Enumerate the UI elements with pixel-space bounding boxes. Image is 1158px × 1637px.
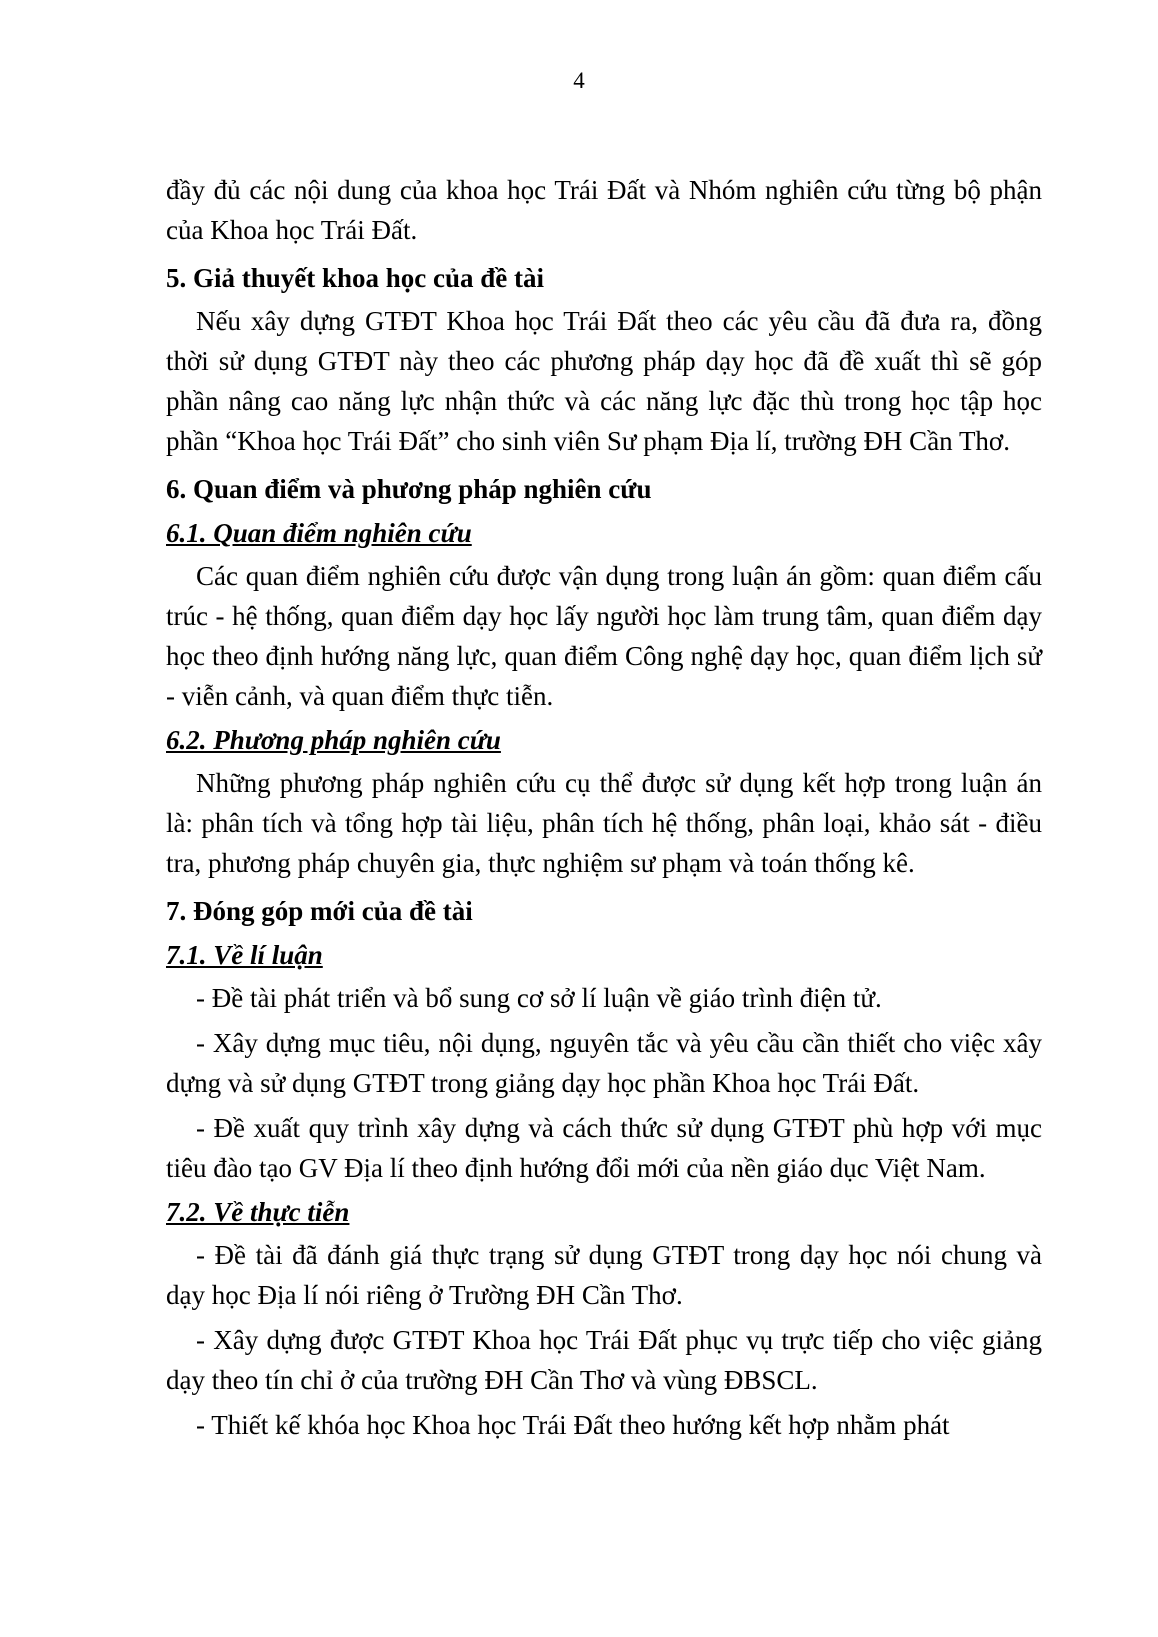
list-item-7-2-b: - Xây dựng được GTĐT Khoa học Trái Đất phục vụ trực tiếp cho việc giảng dạy theo tín chỉ ở của trường ĐH Cần Thơ và vùng ĐBSCL. [166,1325,1042,1395]
list-item-7-1-a: - Đề tài phát triển và bổ sung cơ sở lí luận về giáo trình điện tử. [196,983,882,1013]
subheading-7-2: 7.2. Về thực tiễn [166,1197,350,1227]
list-item-7-1-b: - Xây dựng mục tiêu, nội dụng, nguyên tắc và yêu cầu cần thiết cho việc xây dựng và sử dụng GTĐT trong giảng dạy học phần Khoa học Trái Đất. [166,1028,1042,1098]
paragraph-6-1: Các quan điểm nghiên cứu được vận dụng trong luận án gồm: quan điểm cấu trúc - hệ thống, quan điểm dạy học lấy người học làm trung tâm, quan điểm dạy học theo định hướng năng lực, quan điểm Công nghệ dạy học, quan điểm lịch sử - viễn cảnh, và quan điểm thực tiễn. [166,561,1042,711]
page-number: 4 [573,68,585,93]
paragraph-6-2: Những phương pháp nghiên cứu cụ thể được sử dụng kết hợp trong luận án là: phân tích và tổng hợp tài liệu, phân tích hệ thống, phân loại, khảo sát - điều tra, phương pháp chuyên gia, thực nghiệm sư phạm và toán thống kê. [166,768,1042,878]
paragraph-intro: đầy đủ các nội dung của khoa học Trái Đất và Nhóm nghiên cứu từng bộ phận của Khoa học Trái Đất. [166,175,1042,245]
subheading-6-1: 6.1. Quan điểm nghiên cứu [166,518,472,548]
heading-section-6: 6. Quan điểm và phương pháp nghiên cứu [166,474,652,504]
paragraph-section-5: Nếu xây dựng GTĐT Khoa học Trái Đất theo các yêu cầu đã đưa ra, đồng thời sử dụng GTĐT này theo các phương pháp dạy học đã đề xuất thì sẽ góp phần nâng cao năng lực nhận thức và các năng lực đặc thù trong học tập học phần “Khoa học Trái Đất” cho sinh viên Sư phạm Địa lí, trường ĐH Cần Thơ. [166,306,1042,456]
subheading-7-1: 7.1. Về lí luận [166,940,323,970]
heading-section-5: 5. Giả thuyết khoa học của đề tài [166,263,545,293]
subheading-6-2: 6.2. Phương pháp nghiên cứu [166,725,501,755]
list-item-7-2-a: - Đề tài đã đánh giá thực trạng sử dụng GTĐT trong dạy học nói chung và dạy học Địa lí nói riêng ở Trường ĐH Cần Thơ. [166,1240,1042,1310]
heading-section-7: 7. Đóng góp mới của đề tài [166,896,473,926]
page-content [166,170,1042,1445]
list-item-7-2-c: - Thiết kế khóa học Khoa học Trái Đất theo hướng kết hợp nhằm phát [196,1410,950,1440]
list-item-7-1-c: - Đề xuất quy trình xây dựng và cách thức sử dụng GTĐT phù hợp với mục tiêu đào tạo GV Địa lí theo định hướng đổi mới của nền giáo dục Việt Nam. [166,1113,1042,1183]
